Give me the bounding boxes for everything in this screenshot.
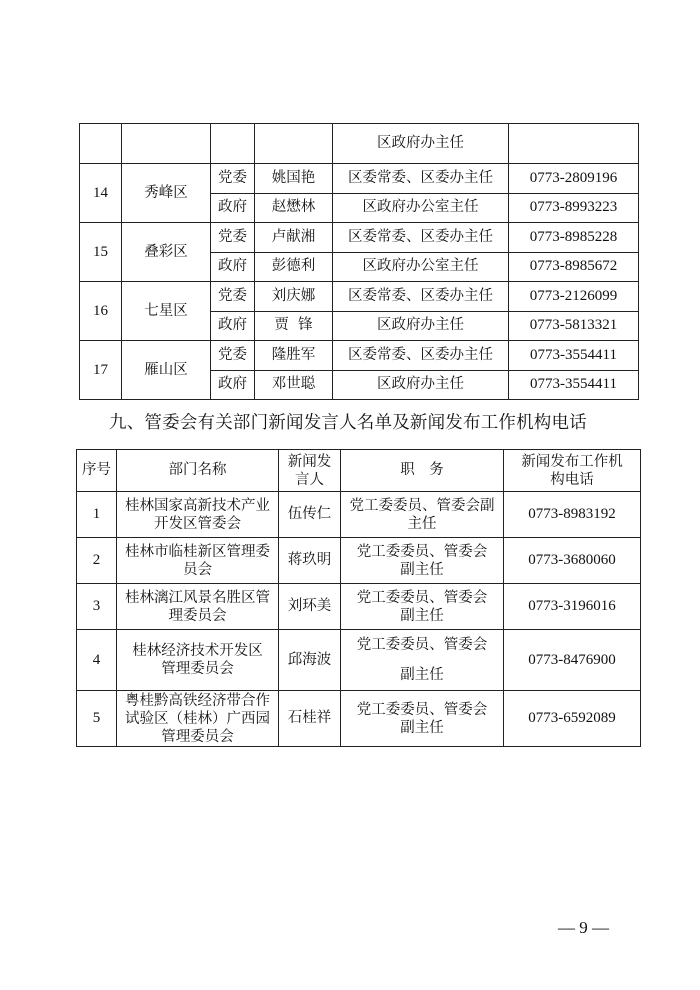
cell-phone: 0773-3680060	[504, 538, 641, 584]
section-title: 九、管委会有关部门新闻发言人名单及新闻发布工作机构电话	[109, 413, 587, 433]
table-row	[77, 630, 641, 691]
cell-org: 党委	[211, 164, 255, 194]
cell-position: 区政府办主任	[333, 370, 509, 400]
district-contacts-table	[79, 123, 639, 400]
cell-org: 党委	[211, 341, 255, 371]
cell-phone: 0773-6592089	[504, 691, 641, 747]
cell-no: 2	[77, 538, 117, 584]
table-row	[80, 341, 639, 371]
cell-position: 区委常委、区委办主任	[333, 164, 509, 194]
cell-position: 党工委委员、管委会副主任	[341, 584, 504, 630]
cell-name: 贾 锋	[255, 311, 333, 341]
cell-position: 区政府办公室主任	[333, 193, 509, 223]
cell-name: 卢献湘	[255, 223, 333, 253]
cell-district: 秀峰区	[122, 164, 211, 223]
header-dept: 部门名称	[117, 450, 279, 492]
cell-position: 区政府办主任	[333, 124, 509, 164]
cell-dept: 桂林市临桂新区管理委员会	[117, 538, 279, 584]
cell-spokesperson: 伍传仁	[279, 492, 341, 538]
cell-spokesperson: 刘环美	[279, 584, 341, 630]
cell-name: 隆胜军	[255, 341, 333, 371]
table-row	[77, 691, 641, 747]
cell-district	[122, 124, 211, 164]
cell-position: 党工委委员、管委会副主任	[341, 691, 504, 747]
cell-phone: 0773-3554411	[509, 370, 639, 400]
cell-position: 党工委委员、管委会副主任	[341, 538, 504, 584]
cell-position: 区委常委、区委办主任	[333, 223, 509, 253]
cell-name: 彭德利	[255, 252, 333, 282]
cell-no	[80, 124, 122, 164]
table-row	[80, 164, 639, 194]
cell-phone: 0773-8985672	[509, 252, 639, 282]
cell-no: 5	[77, 691, 117, 747]
cell-phone: 0773-8983192	[504, 492, 641, 538]
cell-position: 区政府办公室主任	[333, 252, 509, 282]
cell-dept: 桂林经济技术开发区管理委员会	[117, 630, 279, 691]
cell-district: 叠彩区	[122, 223, 211, 282]
cell-spokesperson: 石桂祥	[279, 691, 341, 747]
cell-phone: 0773-3554411	[509, 341, 639, 371]
cell-phone: 0773-8985228	[509, 223, 639, 253]
table-header-row	[77, 450, 641, 492]
cell-position: 区政府办主任	[333, 311, 509, 341]
cell-name: 赵懋林	[255, 193, 333, 223]
page-number: — 9 —	[558, 918, 609, 937]
header-no: 序号	[77, 450, 117, 492]
cell-phone: 0773-8476900	[504, 630, 641, 691]
cell-name: 姚国艳	[255, 164, 333, 194]
cell-org	[211, 124, 255, 164]
table-row	[77, 538, 641, 584]
table-row	[80, 282, 639, 312]
cell-phone	[509, 124, 639, 164]
cell-dept: 桂林漓江风景名胜区管理委员会	[117, 584, 279, 630]
cell-no: 15	[80, 223, 122, 282]
header-position: 职 务	[341, 450, 504, 492]
cell-phone: 0773-3196016	[504, 584, 641, 630]
table-row	[80, 124, 639, 164]
cell-spokesperson: 邱海波	[279, 630, 341, 691]
cell-name	[255, 124, 333, 164]
cell-no: 1	[77, 492, 117, 538]
header-spokesperson: 新闻发言人	[279, 450, 341, 492]
cell-spokesperson: 蒋玖明	[279, 538, 341, 584]
cell-org: 政府	[211, 311, 255, 341]
cell-name: 邓世聪	[255, 370, 333, 400]
cell-org: 政府	[211, 370, 255, 400]
cell-phone: 0773-5813321	[509, 311, 639, 341]
cell-position: 党工委委员、管委会副主任	[341, 492, 504, 538]
cell-no: 16	[80, 282, 122, 341]
cell-phone: 0773-2126099	[509, 282, 639, 312]
table-row	[77, 584, 641, 630]
cell-no: 3	[77, 584, 117, 630]
cell-phone: 0773-8993223	[509, 193, 639, 223]
cell-no: 17	[80, 341, 122, 400]
cell-phone: 0773-2809196	[509, 164, 639, 194]
table-row	[77, 492, 641, 538]
committee-spokesperson-table	[76, 449, 641, 747]
cell-org: 政府	[211, 252, 255, 282]
cell-position: 区委常委、区委办主任	[333, 282, 509, 312]
cell-district: 雁山区	[122, 341, 211, 400]
table-row	[80, 223, 639, 253]
cell-no: 4	[77, 630, 117, 691]
cell-no: 14	[80, 164, 122, 223]
cell-org: 党委	[211, 282, 255, 312]
cell-org: 政府	[211, 193, 255, 223]
cell-name: 刘庆娜	[255, 282, 333, 312]
cell-dept: 粤桂黔高铁经济带合作试验区（桂林）广西园管理委员会	[117, 691, 279, 747]
cell-org: 党委	[211, 223, 255, 253]
header-phone: 新闻发布工作机构电话	[504, 450, 641, 492]
cell-position: 区委常委、区委办主任	[333, 341, 509, 371]
cell-position: 党工委委员、管委会副主任	[341, 630, 504, 691]
cell-district: 七星区	[122, 282, 211, 341]
cell-dept: 桂林国家高新技术产业开发区管委会	[117, 492, 279, 538]
